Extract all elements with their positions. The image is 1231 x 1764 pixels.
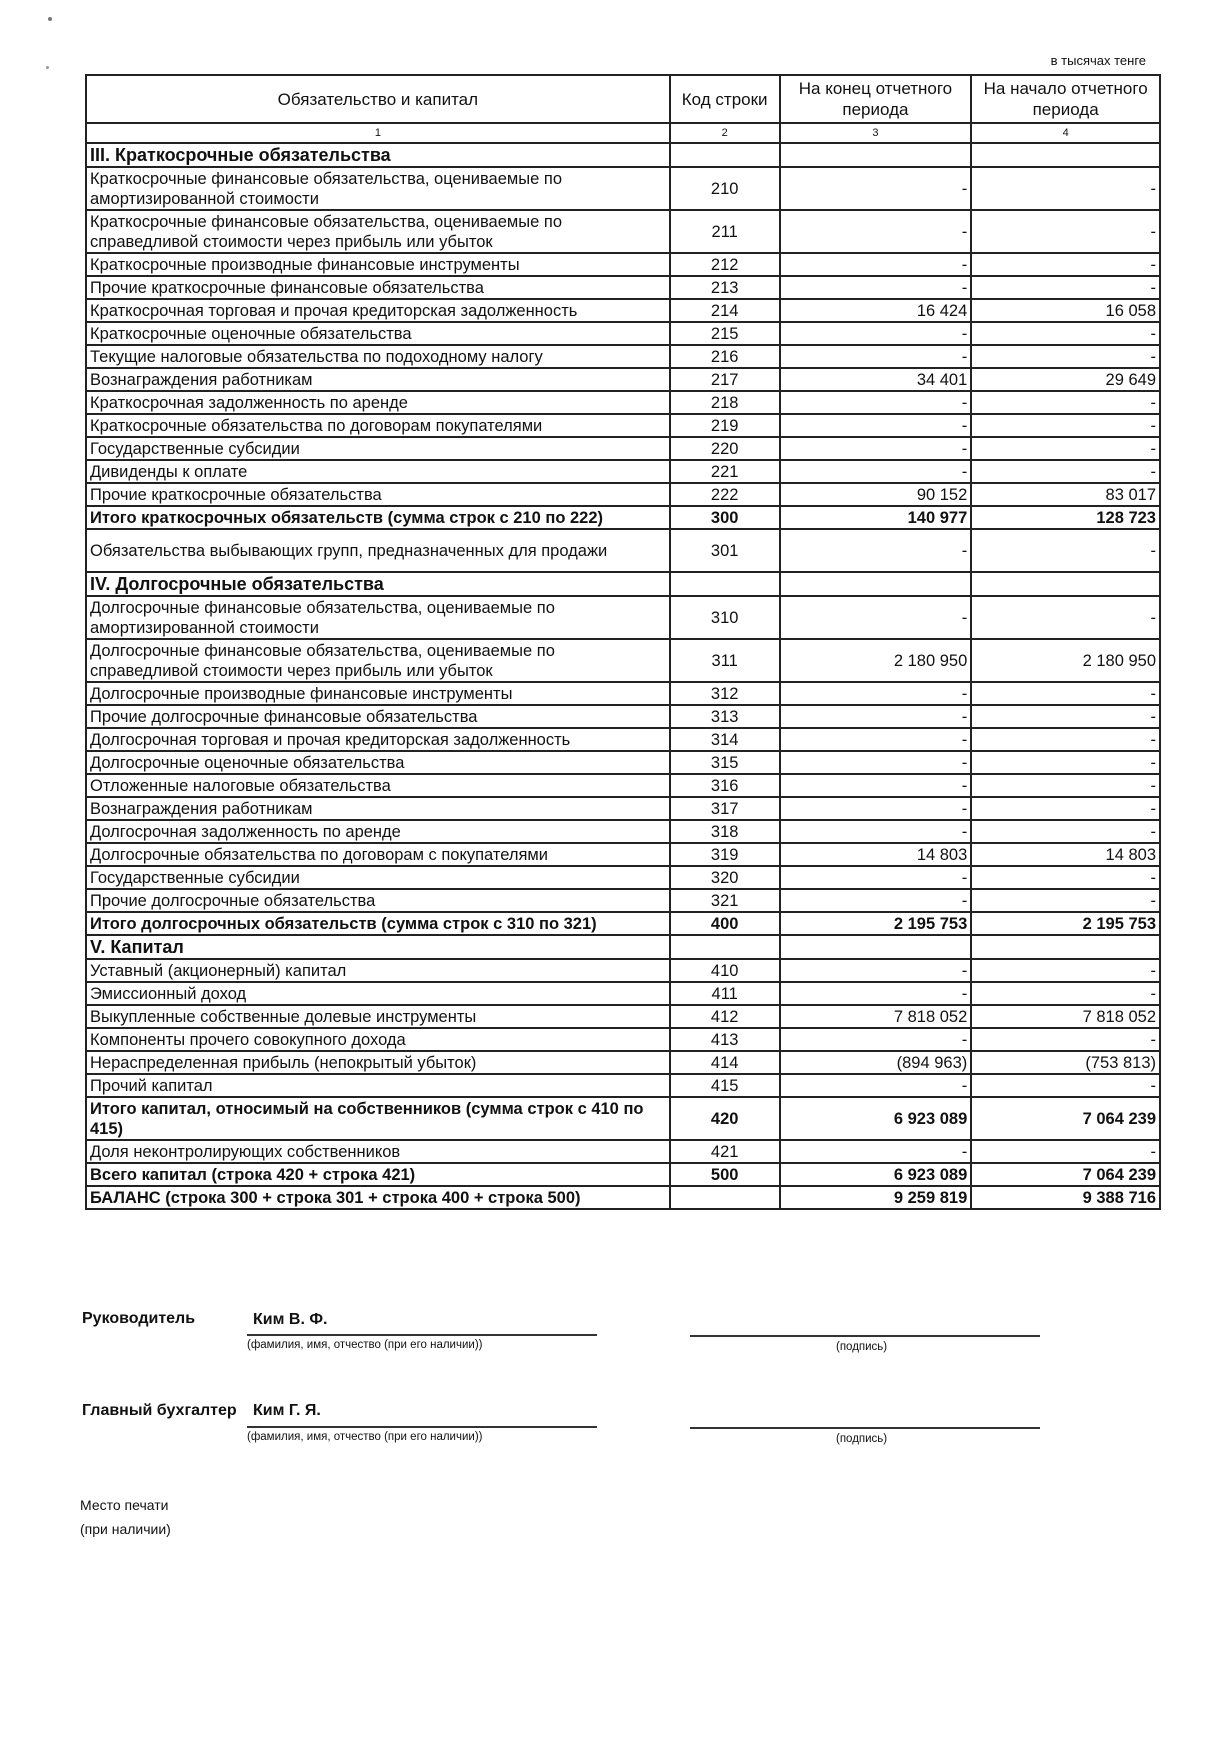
table-row bbox=[86, 1097, 1160, 1140]
table-row bbox=[86, 167, 1160, 210]
row-start-value: - bbox=[971, 210, 1160, 253]
table-row bbox=[86, 345, 1160, 368]
row-code: 411 bbox=[670, 982, 780, 1005]
row-start-value: - bbox=[971, 596, 1160, 639]
row-end-value: 6 923 089 bbox=[780, 1163, 972, 1186]
table-row bbox=[86, 959, 1160, 982]
row-end-value: 7 818 052 bbox=[780, 1005, 972, 1028]
head-name: Ким В. Ф. bbox=[253, 1311, 328, 1328]
row-start-value: (753 813) bbox=[971, 1051, 1160, 1074]
row-label: Краткосрочные финансовые обязательства, оцениваемые по амортизированной стоимости bbox=[86, 167, 670, 210]
table-row bbox=[86, 1074, 1160, 1097]
header-start-period: На начало отчетного периода bbox=[971, 75, 1160, 123]
value-cell-empty bbox=[971, 935, 1160, 959]
balance-start-value: 9 388 716 bbox=[971, 1186, 1160, 1209]
row-end-value: - bbox=[780, 596, 972, 639]
row-end-value: 140 977 bbox=[780, 506, 972, 529]
row-end-value: - bbox=[780, 982, 972, 1005]
row-label: Долгосрочные финансовые обязательства, оцениваемые по амортизированной стоимости bbox=[86, 596, 670, 639]
row-label: Краткосрочные оценочные обязательства bbox=[86, 322, 670, 345]
table-row bbox=[86, 728, 1160, 751]
row-start-value: 29 649 bbox=[971, 368, 1160, 391]
row-end-value: 90 152 bbox=[780, 483, 972, 506]
row-start-value: - bbox=[971, 728, 1160, 751]
row-start-value: 7 818 052 bbox=[971, 1005, 1160, 1028]
row-code: 218 bbox=[670, 391, 780, 414]
row-end-value: 6 923 089 bbox=[780, 1097, 972, 1140]
table-row bbox=[86, 368, 1160, 391]
row-start-value: - bbox=[971, 682, 1160, 705]
column-number: 3 bbox=[780, 123, 972, 143]
balance-label: БАЛАНС (строка 300 + строка 301 + строка 400 + строка 500) bbox=[86, 1186, 670, 1209]
row-code: 312 bbox=[670, 682, 780, 705]
scan-speck bbox=[48, 17, 52, 21]
table-row bbox=[86, 299, 1160, 322]
table-row bbox=[86, 414, 1160, 437]
row-start-value: - bbox=[971, 797, 1160, 820]
stamp-line-2: (при наличии) bbox=[80, 1521, 171, 1537]
table-row bbox=[86, 391, 1160, 414]
row-code: 421 bbox=[670, 1140, 780, 1163]
row-code: 216 bbox=[670, 345, 780, 368]
table-row bbox=[86, 483, 1160, 506]
row-end-value: - bbox=[780, 529, 972, 572]
row-label: Долгосрочная задолженность по аренде bbox=[86, 820, 670, 843]
row-label: Всего капитал (строка 420 + строка 421) bbox=[86, 1163, 670, 1186]
row-code: 314 bbox=[670, 728, 780, 751]
row-start-value: - bbox=[971, 253, 1160, 276]
row-start-value: - bbox=[971, 322, 1160, 345]
head-role-label: Руководитель bbox=[82, 1310, 196, 1327]
stamp-line-1: Место печати bbox=[80, 1497, 169, 1513]
row-label: Долгосрочные финансовые обязательства, оцениваемые по справедливой стоимости через прибыль или убыток bbox=[86, 639, 670, 682]
row-code: 211 bbox=[670, 210, 780, 253]
column-number-row bbox=[86, 123, 1160, 143]
row-start-value: - bbox=[971, 167, 1160, 210]
row-label: Доля неконтролирующих собственников bbox=[86, 1140, 670, 1163]
row-code: 317 bbox=[670, 797, 780, 820]
row-label: Нераспределенная прибыль (непокрытый убыток) bbox=[86, 1051, 670, 1074]
row-start-value: - bbox=[971, 1074, 1160, 1097]
row-end-value: - bbox=[780, 774, 972, 797]
table-row bbox=[86, 797, 1160, 820]
row-code: 410 bbox=[670, 959, 780, 982]
section-title: III. Краткосрочные обязательства bbox=[86, 143, 670, 167]
table-row bbox=[86, 1163, 1160, 1186]
row-code: 214 bbox=[670, 299, 780, 322]
row-label: Долгосрочные обязательства по договорам с покупателями bbox=[86, 843, 670, 866]
row-start-value: - bbox=[971, 345, 1160, 368]
balance-sheet-table bbox=[85, 74, 1161, 1210]
row-label: Краткосрочная торговая и прочая кредиторская задолженность bbox=[86, 299, 670, 322]
stamp-place bbox=[80, 1493, 171, 1541]
units-note: в тысячах тенге bbox=[1050, 53, 1146, 68]
row-end-value: - bbox=[780, 414, 972, 437]
table-row bbox=[86, 682, 1160, 705]
row-code: 222 bbox=[670, 483, 780, 506]
row-start-value: - bbox=[971, 774, 1160, 797]
row-end-value: - bbox=[780, 889, 972, 912]
row-start-value: 128 723 bbox=[971, 506, 1160, 529]
table-row bbox=[86, 1005, 1160, 1028]
value-cell-empty bbox=[780, 572, 972, 596]
row-code: 420 bbox=[670, 1097, 780, 1140]
row-end-value: - bbox=[780, 322, 972, 345]
column-number: 2 bbox=[670, 123, 780, 143]
row-end-value: - bbox=[780, 253, 972, 276]
row-code: 213 bbox=[670, 276, 780, 299]
row-code: 217 bbox=[670, 368, 780, 391]
row-end-value: - bbox=[780, 437, 972, 460]
row-label: Краткосрочные финансовые обязательства, оцениваемые по справедливой стоимости через прибыль или убыток bbox=[86, 210, 670, 253]
row-code: 413 bbox=[670, 1028, 780, 1051]
table-row bbox=[86, 1028, 1160, 1051]
row-code: 215 bbox=[670, 322, 780, 345]
row-end-value: 2 180 950 bbox=[780, 639, 972, 682]
row-code: 415 bbox=[670, 1074, 780, 1097]
row-label: Итого капитал, относимый на собственников (сумма строк с 410 по 415) bbox=[86, 1097, 670, 1140]
row-start-value: - bbox=[971, 391, 1160, 414]
row-start-value: - bbox=[971, 1140, 1160, 1163]
accountant-name: Ким Г. Я. bbox=[253, 1402, 321, 1419]
row-code: 212 bbox=[670, 253, 780, 276]
section-header-row bbox=[86, 143, 1160, 167]
row-label: Краткосрочные обязательства по договорам покупателями bbox=[86, 414, 670, 437]
balance-row bbox=[86, 1186, 1160, 1209]
value-cell-empty bbox=[971, 143, 1160, 167]
row-start-value: - bbox=[971, 982, 1160, 1005]
row-label: Государственные субсидии bbox=[86, 866, 670, 889]
value-cell-empty bbox=[971, 572, 1160, 596]
row-start-value: - bbox=[971, 414, 1160, 437]
row-end-value: - bbox=[780, 705, 972, 728]
table-row bbox=[86, 843, 1160, 866]
row-end-value: 34 401 bbox=[780, 368, 972, 391]
row-code: 311 bbox=[670, 639, 780, 682]
table-row bbox=[86, 210, 1160, 253]
row-label: Эмиссионный доход bbox=[86, 982, 670, 1005]
scan-speck bbox=[46, 66, 49, 69]
row-label: Прочие долгосрочные финансовые обязательства bbox=[86, 705, 670, 728]
table-row bbox=[86, 639, 1160, 682]
row-label: Вознаграждения работникам bbox=[86, 368, 670, 391]
table-row bbox=[86, 751, 1160, 774]
row-start-value: - bbox=[971, 866, 1160, 889]
section-title: V. Капитал bbox=[86, 935, 670, 959]
row-end-value: - bbox=[780, 866, 972, 889]
table-row bbox=[86, 276, 1160, 299]
row-code: 300 bbox=[670, 506, 780, 529]
row-label: Отложенные налоговые обязательства bbox=[86, 774, 670, 797]
row-start-value: - bbox=[971, 705, 1160, 728]
row-label: Долгосрочная торговая и прочая кредиторская задолженность bbox=[86, 728, 670, 751]
row-label: Текущие налоговые обязательства по подоходному налогу bbox=[86, 345, 670, 368]
head-signature-line bbox=[690, 1335, 1040, 1337]
table-body bbox=[86, 143, 1160, 1209]
row-code: 500 bbox=[670, 1163, 780, 1186]
row-start-value: - bbox=[971, 460, 1160, 483]
row-start-value: 2 195 753 bbox=[971, 912, 1160, 935]
row-start-value: - bbox=[971, 889, 1160, 912]
row-code: 210 bbox=[670, 167, 780, 210]
row-label: Краткосрочные производные финансовые инструменты bbox=[86, 253, 670, 276]
row-code: 414 bbox=[670, 1051, 780, 1074]
table-row bbox=[86, 460, 1160, 483]
row-code: 301 bbox=[670, 529, 780, 572]
row-label: Обязательства выбывающих групп, предназначенных для продажи bbox=[86, 529, 670, 572]
row-code: 316 bbox=[670, 774, 780, 797]
row-end-value: - bbox=[780, 391, 972, 414]
row-end-value: - bbox=[780, 276, 972, 299]
code-cell-empty bbox=[670, 572, 780, 596]
row-start-value: 7 064 239 bbox=[971, 1163, 1160, 1186]
row-end-value: - bbox=[780, 1140, 972, 1163]
row-label: Дивиденды к оплате bbox=[86, 460, 670, 483]
row-start-value: - bbox=[971, 1028, 1160, 1051]
row-label: Долгосрочные производные финансовые инструменты bbox=[86, 682, 670, 705]
accountant-name-caption: (фамилия, имя, отчество (при его наличии)) bbox=[247, 1431, 483, 1443]
head-name-line bbox=[247, 1334, 597, 1336]
row-start-value: 2 180 950 bbox=[971, 639, 1160, 682]
row-label: Государственные субсидии bbox=[86, 437, 670, 460]
table-row bbox=[86, 774, 1160, 797]
row-end-value: 16 424 bbox=[780, 299, 972, 322]
table-row bbox=[86, 1051, 1160, 1074]
row-code: 319 bbox=[670, 843, 780, 866]
row-code: 315 bbox=[670, 751, 780, 774]
row-start-value: 83 017 bbox=[971, 483, 1160, 506]
row-code: 313 bbox=[670, 705, 780, 728]
row-code: 221 bbox=[670, 460, 780, 483]
table-row bbox=[86, 596, 1160, 639]
row-end-value: (894 963) bbox=[780, 1051, 972, 1074]
row-start-value: - bbox=[971, 437, 1160, 460]
row-start-value: - bbox=[971, 276, 1160, 299]
table-row bbox=[86, 889, 1160, 912]
row-label: Краткосрочная задолженность по аренде bbox=[86, 391, 670, 414]
table-row bbox=[86, 437, 1160, 460]
row-code: 220 bbox=[670, 437, 780, 460]
code-cell-empty bbox=[670, 143, 780, 167]
section-header-row bbox=[86, 935, 1160, 959]
head-signature-caption: (подпись) bbox=[836, 1341, 888, 1353]
row-label: Выкупленные собственные долевые инструменты bbox=[86, 1005, 670, 1028]
header-line-code: Код строки bbox=[670, 75, 780, 123]
row-label: Компоненты прочего совокупного дохода bbox=[86, 1028, 670, 1051]
row-label: Прочие краткосрочные обязательства bbox=[86, 483, 670, 506]
row-label: Прочие долгосрочные обязательства bbox=[86, 889, 670, 912]
table-row bbox=[86, 820, 1160, 843]
row-code: 400 bbox=[670, 912, 780, 935]
value-cell-empty bbox=[780, 935, 972, 959]
table-row bbox=[86, 866, 1160, 889]
column-number: 4 bbox=[971, 123, 1160, 143]
code-cell-empty bbox=[670, 935, 780, 959]
row-start-value: 14 803 bbox=[971, 843, 1160, 866]
section-title: IV. Долгосрочные обязательства bbox=[86, 572, 670, 596]
balance-end-value: 9 259 819 bbox=[780, 1186, 972, 1209]
table-row bbox=[86, 253, 1160, 276]
row-label: Прочий капитал bbox=[86, 1074, 670, 1097]
row-code: 320 bbox=[670, 866, 780, 889]
row-end-value: - bbox=[780, 682, 972, 705]
head-name-caption: (фамилия, имя, отчество (при его наличии)) bbox=[247, 1339, 483, 1351]
accountant-signature-caption: (подпись) bbox=[836, 1433, 888, 1445]
row-start-value: - bbox=[971, 529, 1160, 572]
table-row bbox=[86, 506, 1160, 529]
row-end-value: - bbox=[780, 345, 972, 368]
row-end-value: - bbox=[780, 1028, 972, 1051]
column-number: 1 bbox=[86, 123, 670, 143]
row-code: 318 bbox=[670, 820, 780, 843]
section-header-row bbox=[86, 572, 1160, 596]
row-label: Вознаграждения работникам bbox=[86, 797, 670, 820]
row-start-value: - bbox=[971, 820, 1160, 843]
row-label: Прочие краткосрочные финансовые обязательства bbox=[86, 276, 670, 299]
value-cell-empty bbox=[780, 143, 972, 167]
row-end-value: - bbox=[780, 959, 972, 982]
row-end-value: - bbox=[780, 460, 972, 483]
row-start-value: 16 058 bbox=[971, 299, 1160, 322]
row-start-value: - bbox=[971, 959, 1160, 982]
row-label: Уставный (акционерный) капитал bbox=[86, 959, 670, 982]
row-start-value: 7 064 239 bbox=[971, 1097, 1160, 1140]
row-label: Итого краткосрочных обязательств (сумма строк с 210 по 222) bbox=[86, 506, 670, 529]
table-row bbox=[86, 322, 1160, 345]
row-end-value: - bbox=[780, 797, 972, 820]
row-code: 321 bbox=[670, 889, 780, 912]
row-end-value: - bbox=[780, 1074, 972, 1097]
row-label: Долгосрочные оценочные обязательства bbox=[86, 751, 670, 774]
accountant-signature-line bbox=[690, 1427, 1040, 1429]
row-end-value: 14 803 bbox=[780, 843, 972, 866]
row-end-value: - bbox=[780, 751, 972, 774]
table-row bbox=[86, 912, 1160, 935]
row-code: 412 bbox=[670, 1005, 780, 1028]
row-end-value: - bbox=[780, 820, 972, 843]
header-row bbox=[86, 75, 1160, 123]
row-code: 219 bbox=[670, 414, 780, 437]
header-liability-capital: Обязательство и капитал bbox=[86, 75, 670, 123]
balance-code bbox=[670, 1186, 780, 1209]
table-row bbox=[86, 1140, 1160, 1163]
table-row bbox=[86, 529, 1160, 572]
row-label: Итого долгосрочных обязательств (сумма строк с 310 по 321) bbox=[86, 912, 670, 935]
row-end-value: - bbox=[780, 210, 972, 253]
header-end-period: На конец отчетного периода bbox=[780, 75, 972, 123]
table-row bbox=[86, 705, 1160, 728]
row-start-value: - bbox=[971, 751, 1160, 774]
accountant-name-line bbox=[247, 1426, 597, 1428]
row-end-value: 2 195 753 bbox=[780, 912, 972, 935]
table-row bbox=[86, 982, 1160, 1005]
row-end-value: - bbox=[780, 167, 972, 210]
row-code: 310 bbox=[670, 596, 780, 639]
accountant-role-label: Главный бухгалтер bbox=[82, 1402, 237, 1419]
row-end-value: - bbox=[780, 728, 972, 751]
